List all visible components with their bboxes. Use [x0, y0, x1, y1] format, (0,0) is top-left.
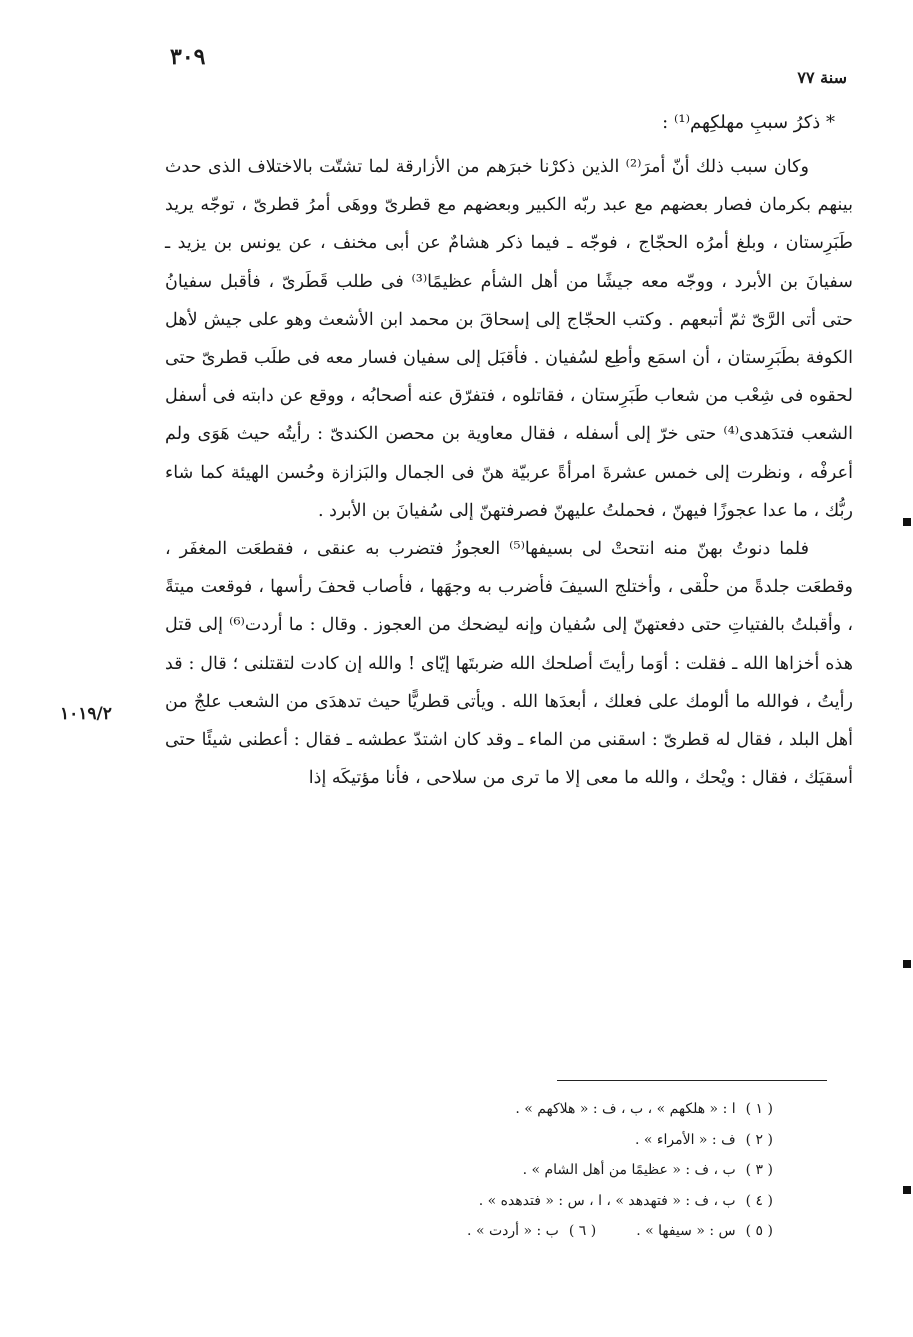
running-header-year: سنة ٧٧: [797, 68, 847, 87]
footnotes: [313, 1094, 773, 1247]
footnote-divider: [557, 1080, 827, 1081]
footnote-number: ( ١ ): [745, 1101, 773, 1117]
main-text: [165, 148, 853, 797]
footnote-number: ( ٤ ): [745, 1192, 773, 1209]
footnote-number: ( ٥ ): [745, 1223, 773, 1239]
footnote-text: س : « سيفها » .: [636, 1223, 736, 1239]
footnote-text: ا : « هلكهم » ، ب ، ف : « هلاكهم » .: [515, 1101, 736, 1117]
edge-mark: [903, 1186, 911, 1194]
footnote-text: ب ، ف : « عظيمًا من أهل الشام » .: [522, 1162, 736, 1178]
footnote-number: ( ٢ ): [745, 1131, 773, 1148]
edge-mark: [903, 518, 911, 526]
section-heading: * ذكرُ سببِ مهلكِهم⁽¹⁾ :: [662, 112, 835, 133]
footnote-text: ب ، ف : « فتهدهد » ، ا ، س : « فتدهده » .: [478, 1192, 736, 1209]
footnote-1: [313, 1094, 773, 1125]
footnote-4: [313, 1186, 773, 1217]
paragraph-2: فلما دنوتُ بهنّ منه انتحتْ لى بسيفها⁽⁵⁾ العجوزُ فتضرب به عنقى ، فقطعَت المغفَر ، وقطعَت جلدةً من حلْقى ، وأختلج السيفَ فأضرب به وجهَها ، فأصاب قحفَ رأسها ، فوقعت ميتةً ، وأقبلتُ بالفتياتِ حتى دفعتهنّ إلى سُفيان وإنه ليضحك من العجوز . وقال : ما أردت⁽⁶⁾ إلى قتل هذه أخزاها الله ـ فقلت : أوَما رأيتَ أصلحك الله ضربتَها إيّاى ! والله إن كادت لتقتلنى ؛ قال : قد رأيتُ ، فوالله ما ألومك على فعلك ، أبعدَها الله . ويأتى قطريًّا حيث تدهدَى من الشعب علجٌ من أهل البلد ، فقال له قطرىّ : اسقنى من الماء ـ وقد كان اشتدّ عطشه ـ فقال : أعطنى شيئًا حتى أسقيَك ، فقال : ويْحك ، والله ما معى إلا ما ترى من سلاحى ، فأنا مؤتيكَه إذا: [165, 539, 853, 789]
footnote-text: ب : « أردت » .: [467, 1223, 559, 1239]
margin-reference: ١٠١٩/٢: [60, 704, 112, 724]
page-number: ٣٠٩: [170, 44, 206, 70]
footnote-number: ( ٣ ): [745, 1162, 773, 1178]
edge-mark: [903, 960, 911, 968]
footnote-number: ( ٦ ): [568, 1223, 597, 1239]
paragraph-1: وكان سبب ذلك أنّ أمرَ⁽²⁾ الذين ذكرْنا خبرَهم من الأزارقة لما تشتّت بالاختلاف الذى حدث بينهم بكرمان فصار بعضهم مع عبد ربّه الكبير وبعضهم مع قطرىّ ووهَى أمرُ قطرىّ ، توجّه يريد طَبَرِستان ، وبلغ أمرُه الحجّاج ، فوجّه ـ فيما ذكر هشامٌ عن أبى مخنف ، عن يونس بن يزيد ـ سفيانَ بن الأبرد ، ووجّه معه جيشًا من أهل الشأم عظيمًا⁽³⁾ فى طلب قَطَرىّ ، فأقبل سفيانُ حتى أتى الرَّىّ ثمّ أتبعهم . وكتب الحجّاج إلى إسحاقَ بن محمد ابن الأشعث وهو على جيش لأهل الكوفة بطَبَرِستان ، أن اسمَع وأطِع لسُفيان . فأقبَل إلى سفيان فسار معه فى طلَب قطرىّ حتى لحقوه فى شِعْب من شعاب طَبَرِستان ، فقاتلوه ، فتفرّق عنه أصحابُه ، ووقع عن دابته فى أسفل الشعب فتدَهدى⁽⁴⁾ حتى خرّ إلى أسفله ، فقال معاوية بن محصن الكندىّ : رأيتُه حيث هَوَى ولم أعرفْه ، ونظرت إلى خمس عشرةَ امرأةً عربيّة هنّ فى الجمال والبَزازة وحُسن الهيئة كما شاء ربُّك ، ما عدا عجوزًا فيهنّ ، فحملتُ عليهنّ فصرفتهنّ إلى سُفيانَ بن الأبرد .: [165, 157, 854, 521]
footnote-2: [313, 1125, 773, 1156]
footnote-3: [313, 1155, 773, 1186]
footnote-5-6: [313, 1216, 773, 1247]
footnote-text: ف : « الأمراء » .: [634, 1131, 736, 1148]
